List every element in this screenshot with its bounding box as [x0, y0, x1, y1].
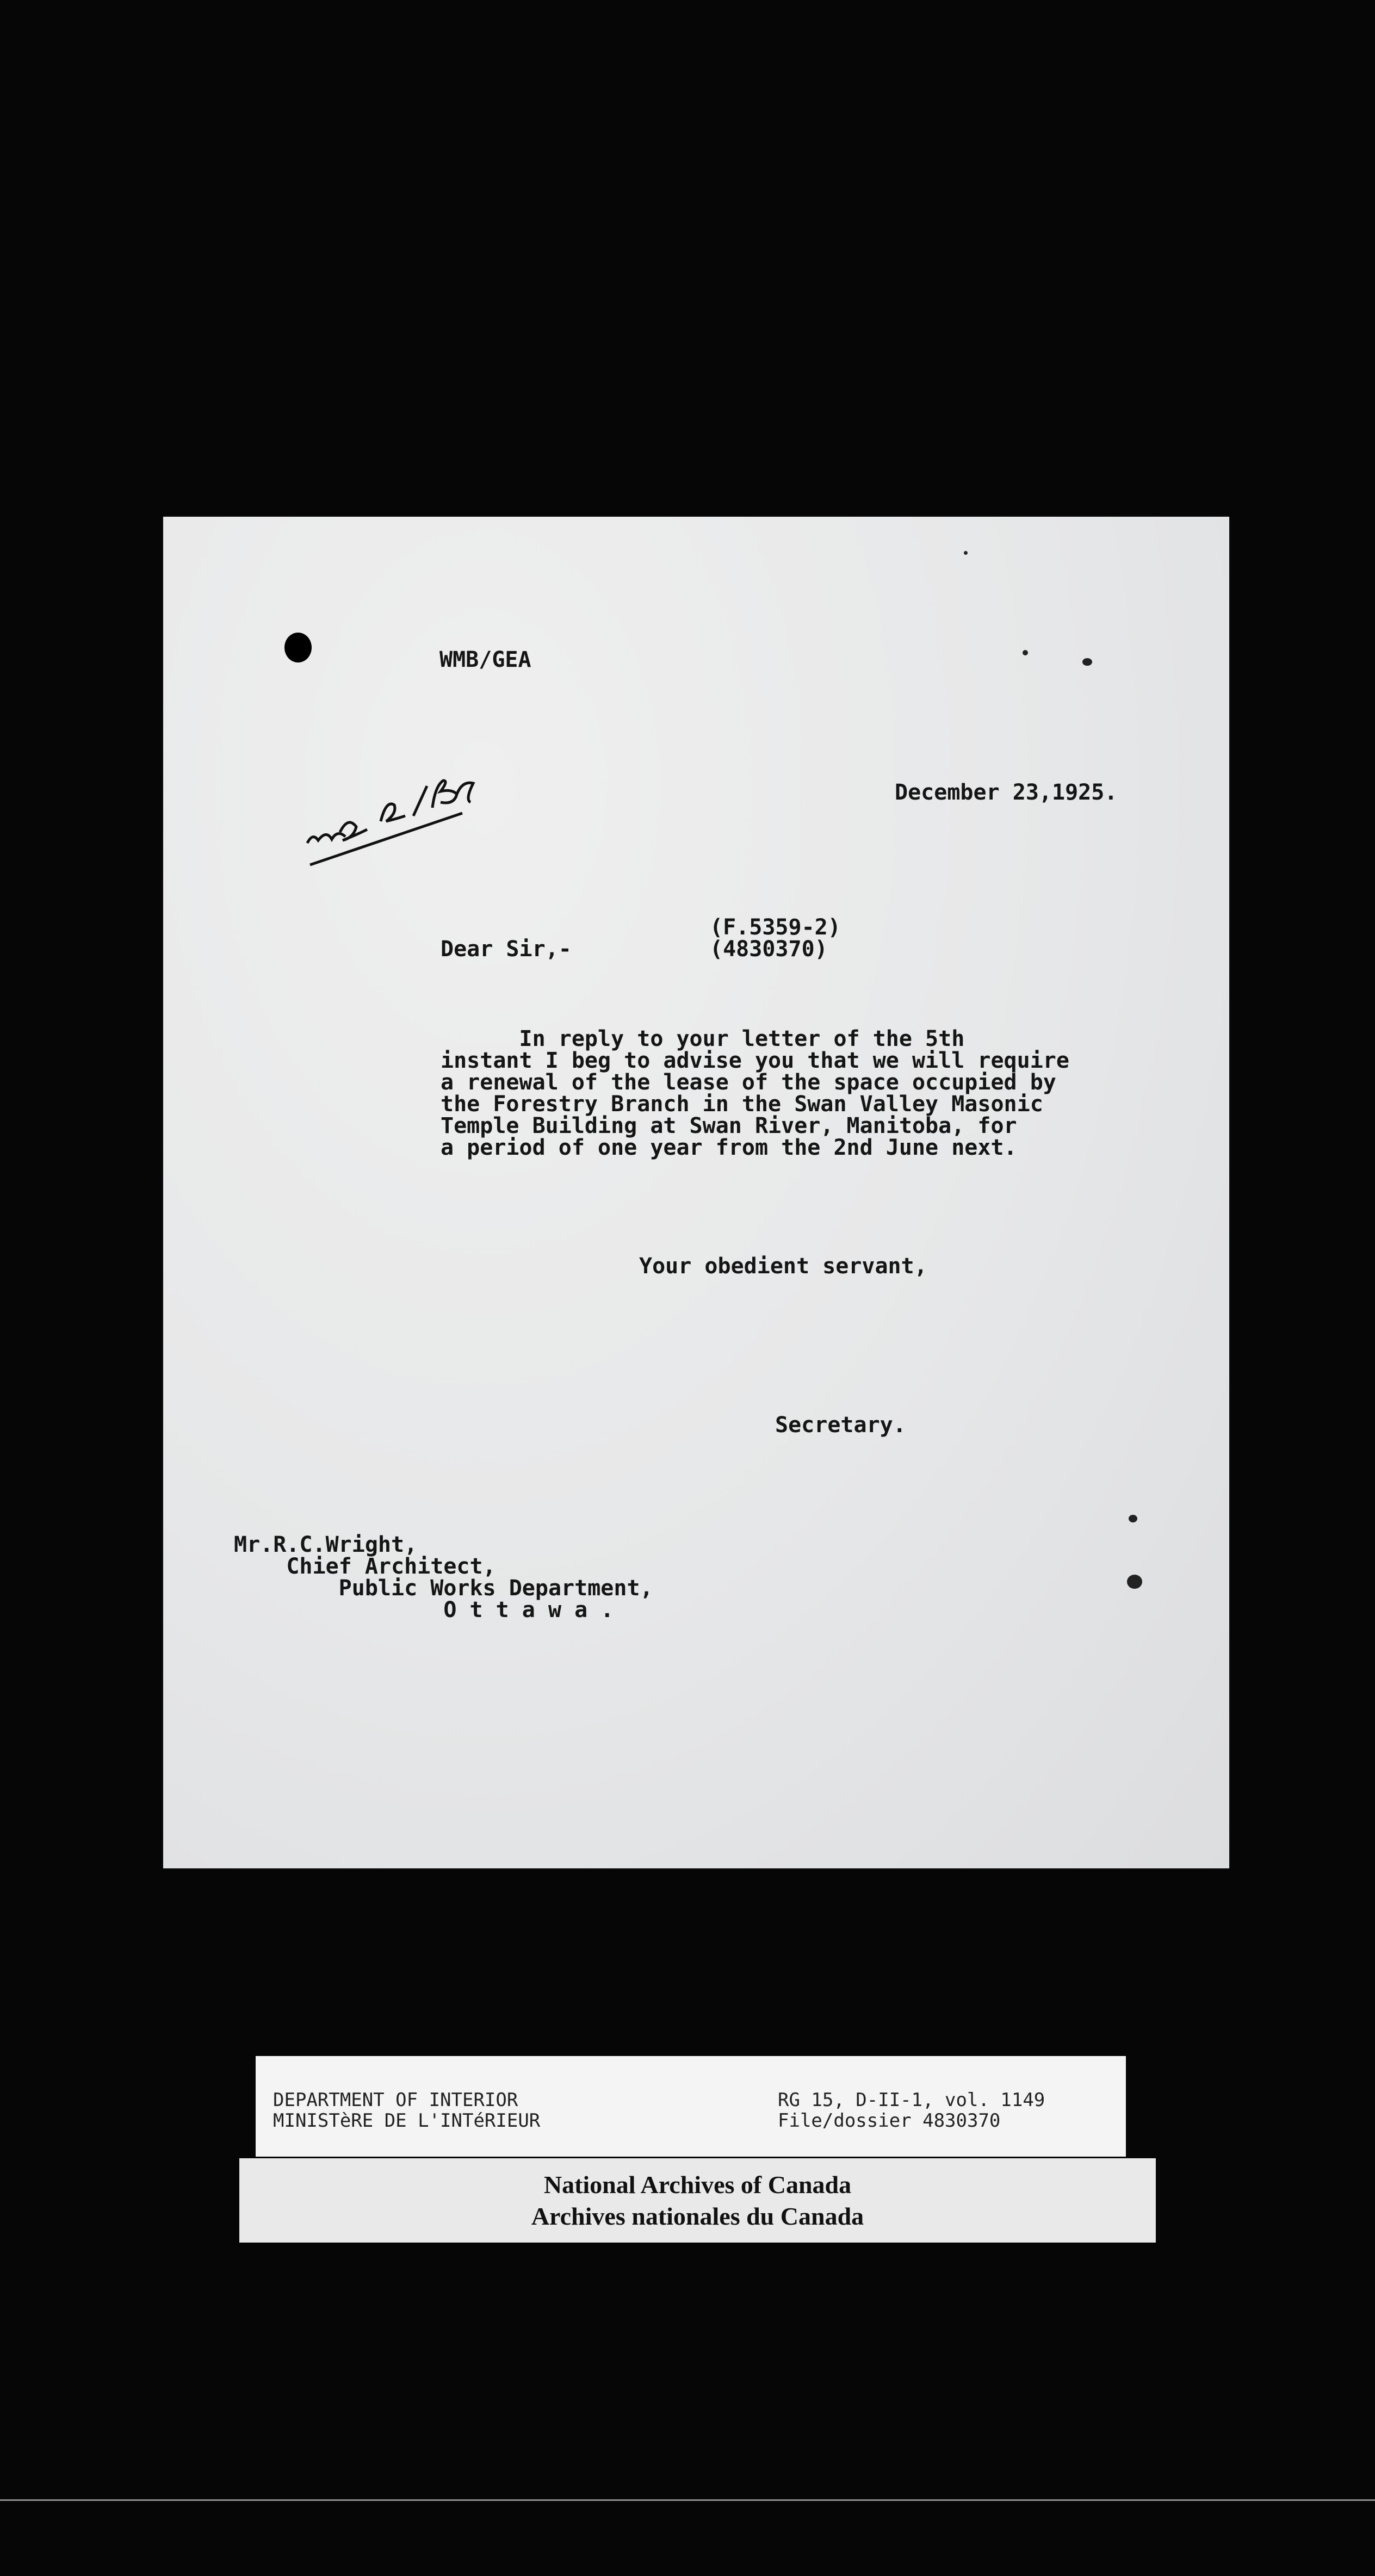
archives-name-en: National Archives of Canada: [543, 2171, 852, 2199]
letter-body: [441, 1028, 1069, 1159]
closing: Your obedient servant,: [639, 1254, 927, 1279]
archives-name-fr: Archives nationales du Canada: [531, 2202, 864, 2230]
address-line: O t t a w a .: [234, 1597, 614, 1623]
address-line: Public Works Department,: [234, 1576, 653, 1601]
speck: [1129, 1515, 1137, 1522]
body-line: instant I beg to advise you that we will require: [441, 1048, 1069, 1073]
punch-hole: [284, 633, 312, 662]
archives-banner: [239, 2158, 1156, 2243]
handwritten-annotation: [299, 761, 495, 870]
salutation: Dear Sir,-: [441, 937, 572, 962]
archive-reference-label: [256, 2056, 1126, 2157]
department-en: DEPARTMENT OF INTERIOR: [273, 2089, 518, 2111]
signature-title: Secretary.: [775, 1413, 906, 1438]
speck: [964, 551, 968, 555]
file-reference: [778, 2090, 1045, 2131]
record-group: RG 15, D-II-1, vol. 1149: [778, 2089, 1045, 2111]
letter-date: December 23,1925.: [895, 780, 1118, 805]
address-line: Chief Architect,: [234, 1554, 496, 1579]
frame-edge-line: [0, 2499, 1375, 2501]
body-line: a renewal of the lease of the space occupied by: [441, 1070, 1056, 1095]
reference-initials: WMB/GEA: [439, 647, 531, 672]
file-ref-2: (4830370): [710, 937, 828, 962]
body-line: the Forestry Branch in the Swan Valley Masonic: [441, 1092, 1043, 1117]
letter-page: [163, 517, 1229, 1868]
address-line: Mr.R.C.Wright,: [234, 1532, 418, 1557]
speck: [1127, 1575, 1142, 1589]
department-fr: MINISTèRE DE L'INTéRIEUR: [273, 2110, 541, 2132]
file-ref-1: (F.5359-2): [710, 915, 841, 940]
body-line: a period of one year from the 2nd June next.: [441, 1135, 1017, 1160]
speck: [1023, 650, 1028, 655]
body-line: Temple Building at Swan River, Manitoba, for: [441, 1113, 1017, 1138]
body-line: In reply to your letter of the 5th: [441, 1026, 965, 1051]
department-names: [273, 2090, 540, 2131]
file-dossier: File/dossier 4830370: [778, 2110, 1001, 2132]
speck: [1082, 658, 1092, 666]
